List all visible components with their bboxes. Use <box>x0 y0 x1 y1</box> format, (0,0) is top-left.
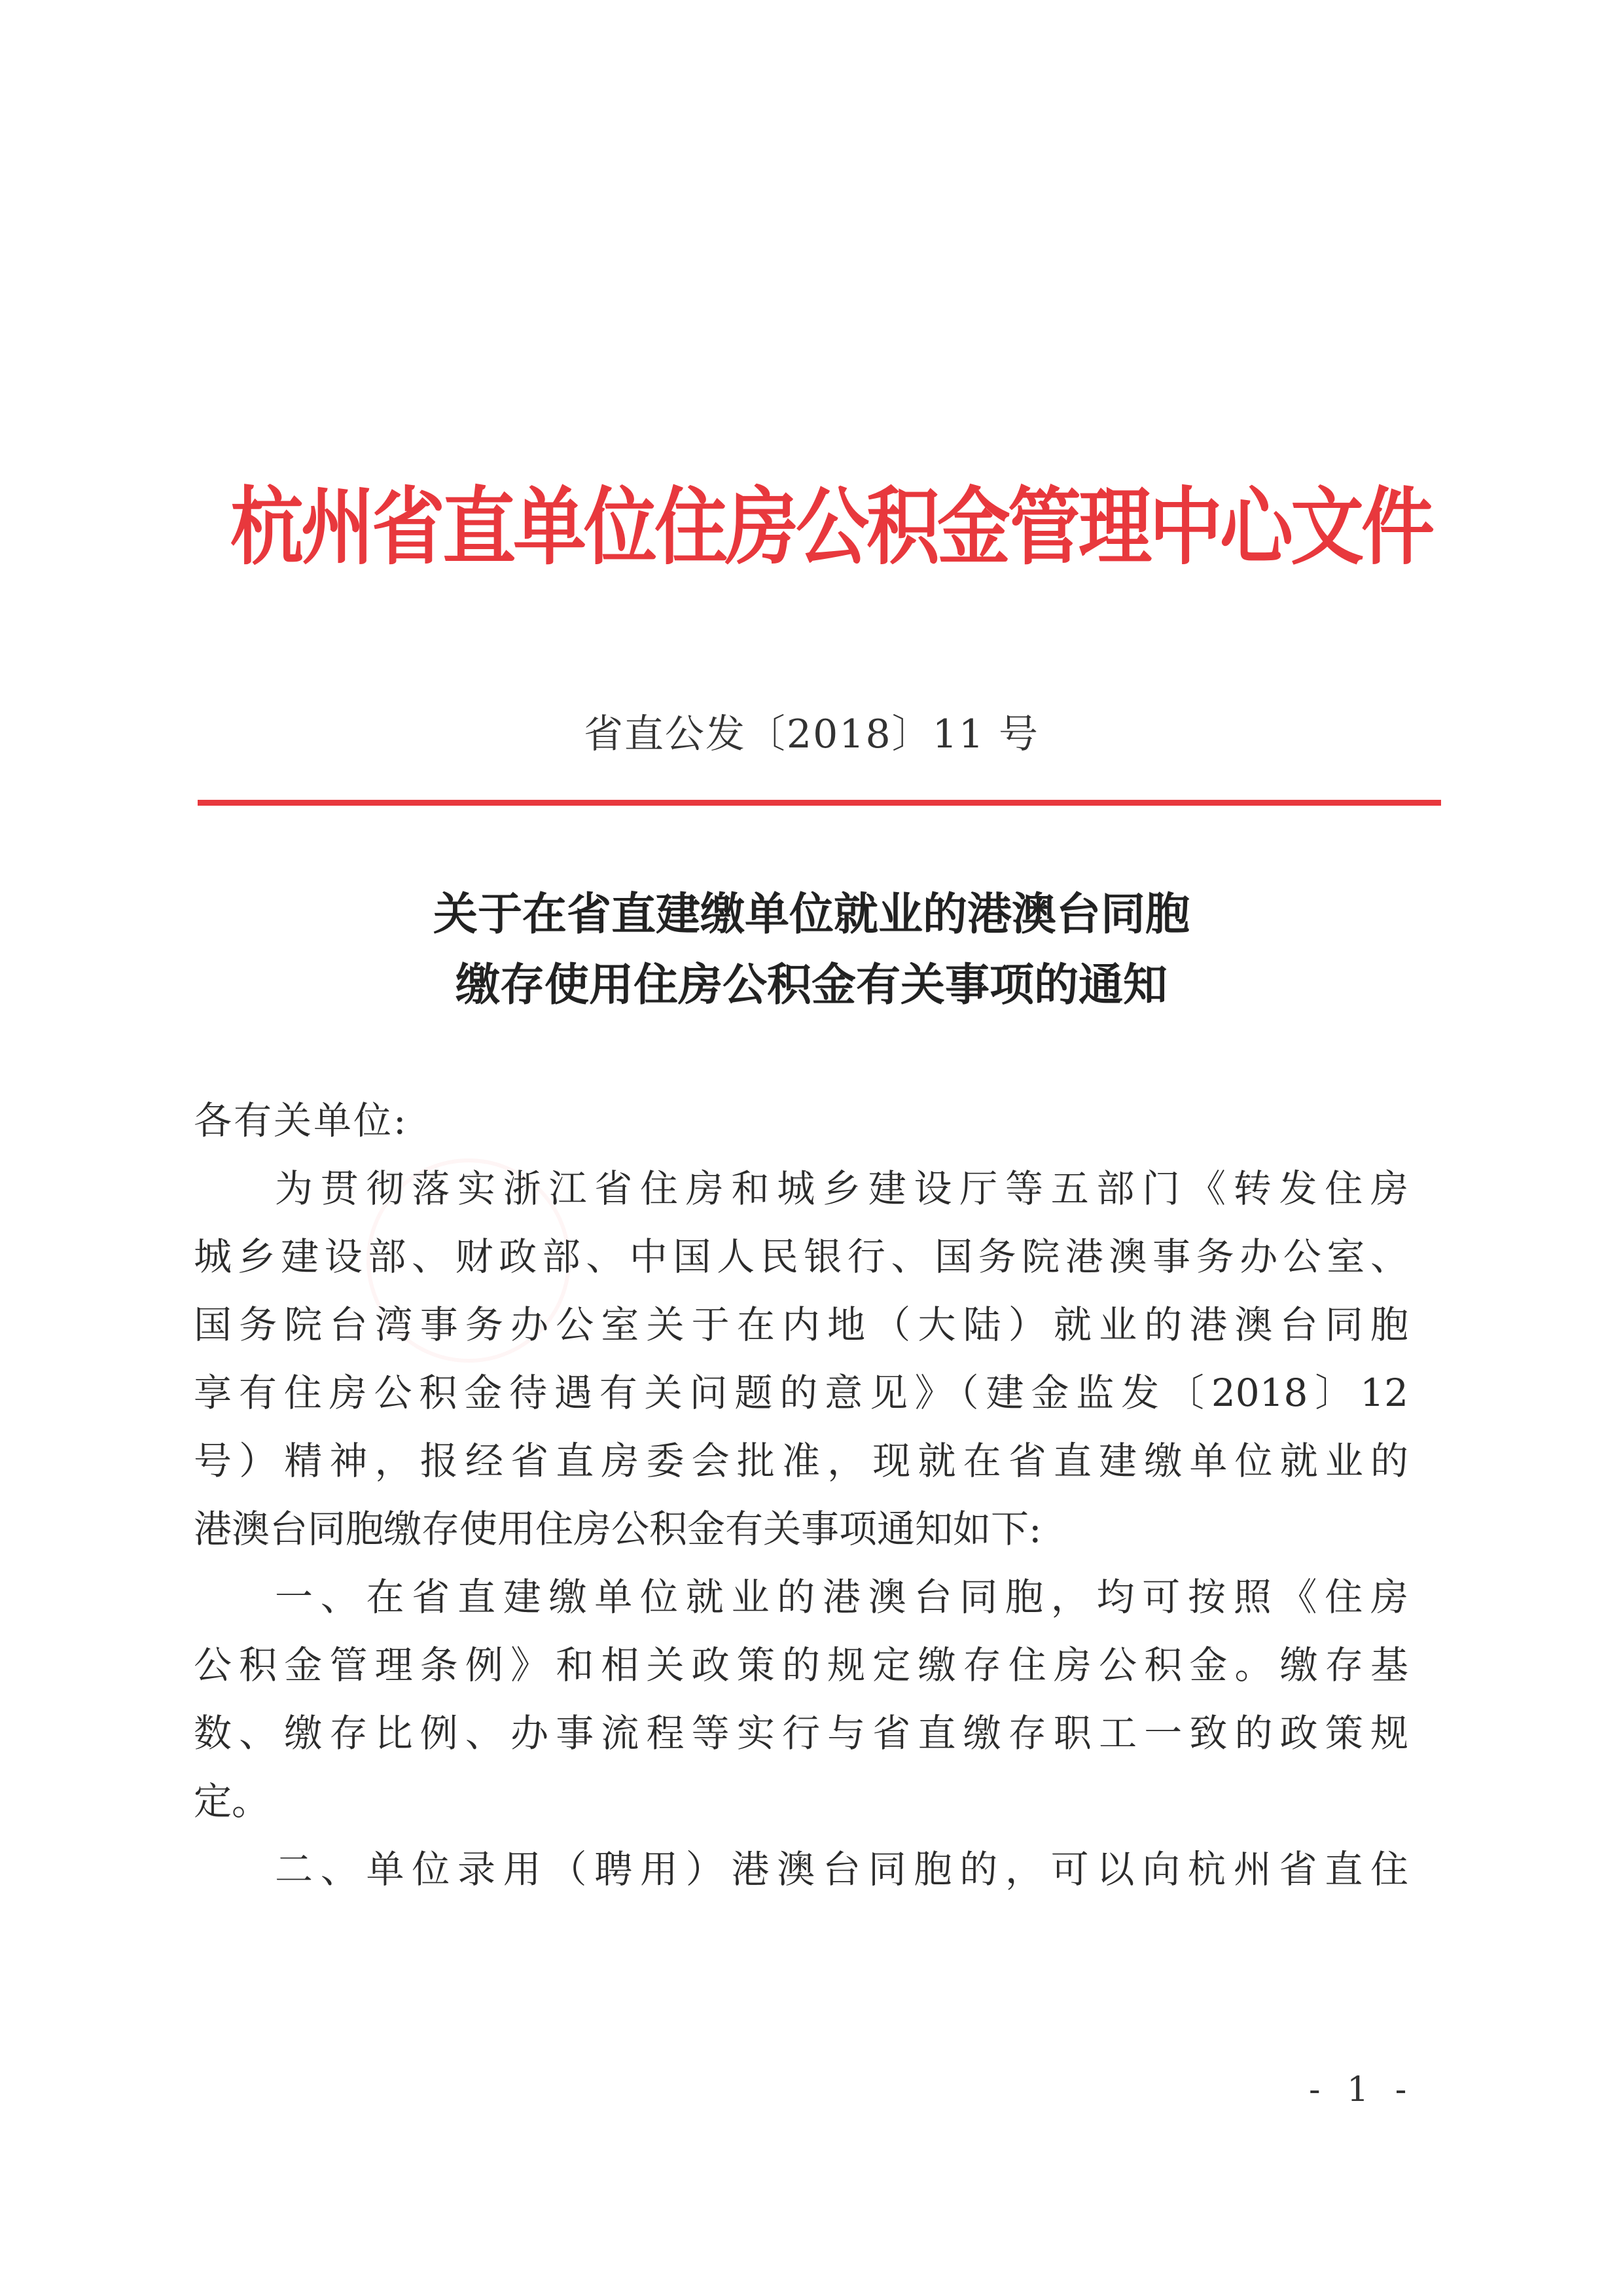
body-line: 号）精神，报经省直房委会批准，现就在省直建缴单位就业的 <box>194 1439 1408 1483</box>
body-line: 国务院台湾事务办公室关于在内地（大陆）就业的港澳台同胞 <box>194 1302 1408 1347</box>
body-line: 享有住房公积金待遇有关问题的意见》（建金监发〔2018〕12 <box>194 1371 1408 1415</box>
document-number: 省直公发〔2018〕11 号 <box>583 711 1040 757</box>
salutation: 各有关单位: <box>194 1098 408 1143</box>
subject-line-2: 缴存使用住房公积金有关事项的通知 <box>455 959 1168 1011</box>
body-line: 定。 <box>194 1779 270 1823</box>
body-line: 数、缴存比例、办事流程等实行与省直缴存职工一致的政策规 <box>194 1711 1408 1755</box>
body-line: 港澳台同胞缴存使用住房公积金有关事项通知如下: <box>194 1507 1042 1551</box>
body-line: 公积金管理条例》和相关政策的规定缴存住房公积金。缴存基 <box>194 1643 1408 1687</box>
body-line: 城乡建设部、财政部、中国人民银行、国务院港澳事务办公室、 <box>194 1234 1408 1279</box>
body-line: 一、在省直建缴单位就业的港澳台同胞，均可按照《住房 <box>275 1575 1408 1619</box>
red-divider-line <box>198 800 1441 806</box>
document-header-title: 杭州省直单位住房公积金管理中心文件 <box>230 478 1432 577</box>
page-number: - 1 - <box>1309 2070 1415 2109</box>
body-line: 为贯彻落实浙江省住房和城乡建设厅等五部门《转发住房 <box>275 1166 1408 1211</box>
body-line: 二、单位录用（聘用）港澳台同胞的，可以向杭州省直住 <box>275 1847 1408 1892</box>
subject-line-1: 关于在省直建缴单位就业的港澳台同胞 <box>433 888 1190 941</box>
